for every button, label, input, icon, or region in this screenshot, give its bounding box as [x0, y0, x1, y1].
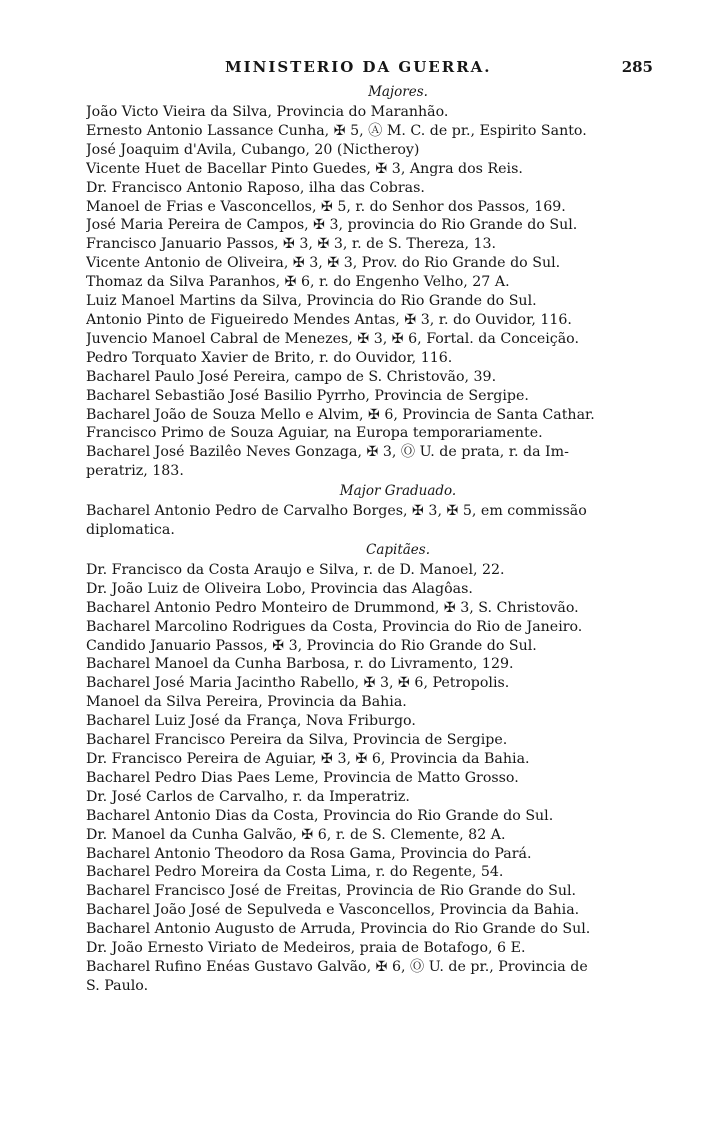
list-item-wrapped: [86, 502, 652, 540]
section-heading-capitaes: Capitães.: [365, 541, 431, 558]
list-item: José Joaquim d'Avila, Cubango, 20 (Nictheroy): [86, 141, 420, 158]
list-item: Dr. José Carlos de Carvalho, r. da Imperatriz.: [86, 788, 410, 805]
list-item: Bacharel Marcolino Rodrigues da Costa, Provincia do Rio de Janeiro.: [86, 618, 583, 635]
list-item: Dr. João Luiz de Oliveira Lobo, Provincia das Alagôas.: [86, 580, 473, 597]
list-item: Dr. Manoel da Cunha Galvão, ✠ 6, r. de S. Clemente, 82 A.: [86, 826, 506, 843]
page-number: 285: [621, 58, 653, 76]
list-item: Bacharel José Maria Jacintho Rabello, ✠ 3, ✠ 6, Petropolis.: [86, 675, 510, 692]
list-item: Bacharel Manoel da Cunha Barbosa, r. do Livramento, 129.: [86, 656, 514, 673]
list-item: João Victo Vieira da Silva, Provincia do Maranhão.: [86, 104, 449, 120]
list-item: Antonio Pinto de Figueiredo Mendes Antas, ✠ 3, r. do Ouvidor, 116.: [86, 311, 572, 328]
list-item: Francisco Primo de Souza Aguiar, na Europa temporariamente.: [86, 425, 543, 442]
list-item: Bacharel Paulo José Pereira, campo de S. Christovão, 39.: [86, 368, 497, 385]
list-item: Bacharel Sebastião José Basilio Pyrrho, Provincia de Sergipe.: [86, 387, 529, 404]
list-item: Vicente Huet de Bacellar Pinto Guedes, ✠ 3, Angra dos Reis.: [86, 160, 523, 177]
list-item: Francisco Januario Passos, ✠ 3, ✠ 3, r. de S. Thereza, 13.: [86, 236, 497, 253]
list-item: Bacharel Antonio Dias da Costa, Provincia do Rio Grande do Sul.: [86, 807, 554, 824]
list-item: Ernesto Antonio Lassance Cunha, ✠ 5, Ⓐ M. C. de pr., Espirito Santo.: [86, 122, 587, 139]
list-item: Thomaz da Silva Paranhos, ✠ 6, r. do Engenho Velho, 27 A.: [86, 274, 510, 291]
list-item: Bacharel Antonio Pedro Monteiro de Drummond, ✠ 3, S. Christovão.: [86, 599, 579, 616]
list-item: Vicente Antonio de Oliveira, ✠ 3, ✠ 3, Prov. do Rio Grande do Sul.: [86, 255, 561, 272]
list-item: Juvencio Manoel Cabral de Menezes, ✠ 3, ✠ 6, Fortal. da Conceição.: [86, 330, 579, 347]
list-item: Dr. João Ernesto Viriato de Medeiros, praia de Botafogo, 6 E.: [86, 940, 526, 957]
list-item: Candido Januario Passos, ✠ 3, Provincia do Rio Grande do Sul.: [86, 637, 537, 654]
list-item-line: Bacharel José Bazilêo Neves Gonzaga, ✠ 3, Ⓞ U. de prata, r. da Im-: [86, 444, 569, 461]
section-heading-major-graduado: Major Graduado.: [339, 483, 457, 500]
list-item-continuation: diplomatica.: [86, 522, 175, 539]
list-item: José Maria Pereira de Campos, ✠ 3, provincia do Rio Grande do Sul.: [86, 217, 578, 234]
section-heading-majores: Majores.: [368, 84, 428, 100]
page-body: [86, 82, 652, 996]
list-item: Bacharel Pedro Dias Paes Leme, Provincia de Matto Grosso.: [86, 769, 519, 786]
list-item-wrapped: [86, 958, 652, 996]
list-item: Manoel de Frias e Vasconcellos, ✠ 5, r. do Senhor dos Passos, 169.: [86, 198, 566, 215]
list-item: Bacharel Luiz José da França, Nova Friburgo.: [86, 713, 416, 730]
list-item: Bacharel Antonio Augusto de Arruda, Provincia do Rio Grande do Sul.: [86, 921, 591, 938]
list-item-wrapped: [86, 443, 652, 481]
list-item: Bacharel Francisco José de Freitas, Provincia de Rio Grande do Sul.: [86, 883, 577, 900]
list-item: Bacharel João de Souza Mello e Alvim, ✠ 6, Provincia de Santa Cathar.: [86, 406, 595, 423]
list-item: Bacharel João José de Sepulveda e Vasconcellos, Provincia da Bahia.: [86, 902, 580, 919]
list-item-continuation: peratriz, 183.: [86, 463, 184, 480]
list-item: Dr. Francisco da Costa Araujo e Silva, r. de D. Manoel, 22.: [86, 561, 505, 578]
list-item-line: Bacharel Rufino Enéas Gustavo Galvão, ✠ 6, Ⓞ U. de pr., Provincia de: [86, 958, 588, 975]
page-title: MINISTERIO DA GUERRA.: [225, 58, 492, 76]
list-item: Bacharel Francisco Pereira da Silva, Provincia de Sergipe.: [86, 732, 508, 749]
list-item: Bacharel Pedro Moreira da Costa Lima, r. do Regente, 54.: [86, 864, 504, 881]
list-item: Luiz Manoel Martins da Silva, Provincia do Rio Grande do Sul.: [86, 293, 537, 310]
list-item: Bacharel Antonio Theodoro da Rosa Gama, Provincia do Pará.: [86, 845, 532, 862]
list-item: Dr. Francisco Antonio Raposo, ilha das Cobras.: [86, 179, 425, 196]
list-item-continuation: S. Paulo.: [86, 977, 149, 994]
running-header: [0, 58, 725, 82]
list-item: Dr. Francisco Pereira de Aguiar, ✠ 3, ✠ 6, Provincia da Bahia.: [86, 751, 530, 767]
list-item: Pedro Torquato Xavier de Brito, r. do Ouvidor, 116.: [86, 349, 453, 366]
list-item: Manoel da Silva Pereira, Provincia da Bahia.: [86, 694, 407, 711]
list-item-line: Bacharel Antonio Pedro de Carvalho Borges, ✠ 3, ✠ 5, em commissão: [86, 503, 587, 520]
